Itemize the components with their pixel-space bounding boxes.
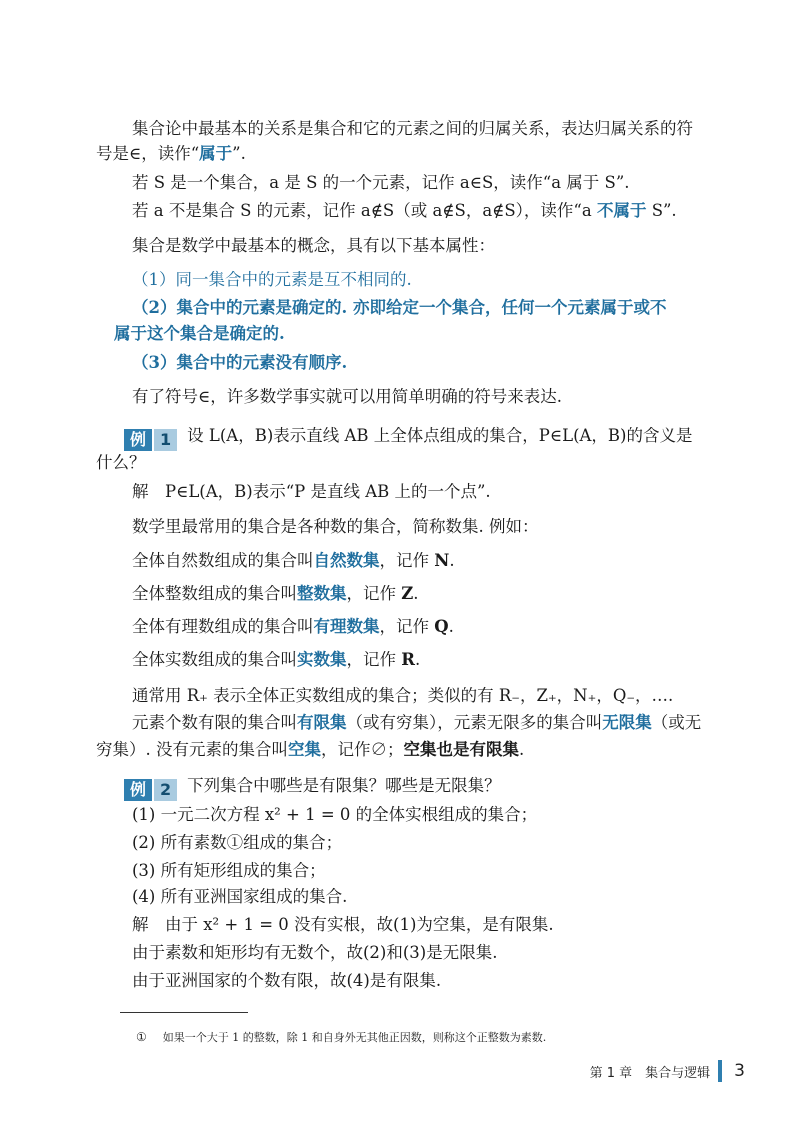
footnote (136, 1030, 546, 1045)
para8-j: . (519, 740, 525, 759)
symbol-Z: Z (401, 584, 414, 603)
set-rational-a: 全体有理数组成的集合叫 (132, 617, 314, 636)
example2-solution-2: 由于素数和矩形均有无数个，故(2)和(3)是无限集. (132, 943, 498, 962)
set-real-c: ，记作 (346, 650, 402, 669)
para1-text-c: ”. (232, 144, 246, 163)
symbol-R: R (401, 650, 415, 669)
term-finite-set: 有限集 (297, 713, 347, 732)
footnote-text: 如果一个大于 1 的整数，除 1 和自身外无其他正因数，则称这个正整数为素数. (162, 1031, 547, 1044)
example2-item-3: (3) 所有矩形组成的集合； (132, 861, 326, 880)
para8-line1 (132, 712, 701, 734)
para8-h: ，记作∅； (321, 740, 404, 759)
para5: 有了符号∈，许多数学事实就可以用简单明确的符号来表达. (132, 387, 562, 406)
term-not-belongs: 不属于 (596, 201, 647, 220)
para1-text-a: 号是∈，读作“ (96, 144, 200, 163)
example1-answer: 解 P∈L(A，B)表示“P 是直线 AB 上的一个点”. (132, 482, 491, 501)
set-rational-c: ，记作 (379, 617, 435, 636)
example2-item-2: (2) 所有素数①组成的集合； (132, 833, 343, 852)
example2-question-text: 下列集合中哪些是有限集？哪些是无限集？ (187, 776, 501, 795)
example2-solution-1: 解 由于 x² + 1 = 0 没有实根，故(1)为空集，是有限集. (132, 915, 554, 934)
term-integer-set: 整数集 (297, 584, 347, 603)
property-1: （1）同一集合中的元素是互不相同的. (132, 270, 412, 289)
property-3: （3）集合中的元素没有顺序. (132, 353, 348, 372)
set-natural (132, 550, 455, 572)
para6: 数学里最常用的集合是各种数的集合，简称数集. 例如： (132, 517, 539, 536)
para8-f: 穷集）. 没有元素的集合叫 (96, 740, 288, 759)
para4: 集合是数学中最基本的概念，具有以下基本属性： (132, 236, 495, 255)
symbol-N: N (434, 551, 450, 570)
set-real (132, 649, 420, 671)
set-integer (132, 583, 419, 605)
example2-item-4: (4) 所有亚洲国家组成的集合. (132, 887, 348, 906)
set-integer-c: ，记作 (346, 584, 402, 603)
term-infinite-set: 无限集 (602, 713, 652, 732)
page-number: 3 (734, 1061, 745, 1081)
term-real-set: 实数集 (297, 650, 347, 669)
para8-c: （或有穷集），元素无限多的集合叫 (346, 713, 603, 732)
para8-e: （或无 (651, 713, 702, 732)
para3 (132, 200, 677, 222)
page-footer (590, 1060, 745, 1082)
example1-question-line1 (124, 425, 693, 451)
example2-item-1: (1) 一元二次方程 x² + 1 = 0 的全体实根组成的集合； (132, 805, 538, 824)
set-rational (132, 616, 454, 638)
set-natural-c: ，记作 (379, 551, 435, 570)
example2-label (124, 779, 177, 801)
term-empty-finite: 空集也是有限集 (403, 740, 519, 759)
para8-line2 (96, 739, 524, 761)
chapter-title: 第 1 章 集合与逻辑 (589, 1065, 711, 1081)
para3-text-c: S”. (646, 201, 677, 220)
example2-number: 2 (154, 779, 177, 801)
set-integer-e: . (413, 584, 419, 603)
para8-a: 元素个数有限的集合叫 (132, 713, 297, 732)
set-real-a: 全体实数组成的集合叫 (132, 650, 297, 669)
footnote-mark: ① (136, 1030, 147, 1044)
set-real-e: . (414, 650, 421, 669)
property-2-line1: （2）集合中的元素是确定的. 亦即给定一个集合，任何一个元素属于或不 (132, 298, 667, 317)
para3-text-a: 若 a 不是集合 S 的元素，记作 a∉S（或 a∉S，a∉S），读作“a (132, 201, 597, 220)
term-empty-set: 空集 (288, 740, 321, 759)
term-natural-set: 自然数集 (313, 551, 380, 570)
para7: 通常用 R₊ 表示全体正实数组成的集合；类似的有 R₋，Z₊，N₊，Q₋，…. (132, 686, 674, 705)
footer-accent-bar (718, 1060, 722, 1082)
example1-number: 1 (154, 429, 177, 451)
para2: 若 S 是一个集合，a 是 S 的一个元素，记作 a∈S，读作“a 属于 S”. (132, 173, 630, 192)
example1-label (124, 429, 177, 451)
set-natural-e: . (449, 551, 455, 570)
set-integer-a: 全体整数组成的集合叫 (132, 584, 297, 603)
set-rational-e: . (448, 617, 454, 636)
symbol-Q: Q (434, 617, 449, 636)
property-2-line2: 属于这个集合是确定的. (114, 324, 285, 343)
example1-tag: 例 (124, 429, 152, 451)
para1-line1: 集合论中最基本的关系是集合和它的元素之间的归属关系，表达归属关系的符 (132, 119, 693, 138)
term-belongs: 属于 (199, 144, 233, 163)
set-natural-a: 全体自然数组成的集合叫 (132, 551, 314, 570)
term-rational-set: 有理数集 (313, 617, 380, 636)
example2-question (124, 775, 501, 801)
example1-question-text: 设 L(A，B)表示直线 AB 上全体点组成的集合，P∈L(A，B)的含义是 (187, 426, 693, 445)
para1-line2 (96, 143, 246, 165)
example1-question-line2: 什么？ (96, 453, 146, 472)
example2-tag: 例 (124, 779, 152, 801)
example2-solution-3: 由于亚洲国家的个数有限，故(4)是有限集. (132, 971, 442, 990)
footnote-rule (120, 1012, 248, 1013)
